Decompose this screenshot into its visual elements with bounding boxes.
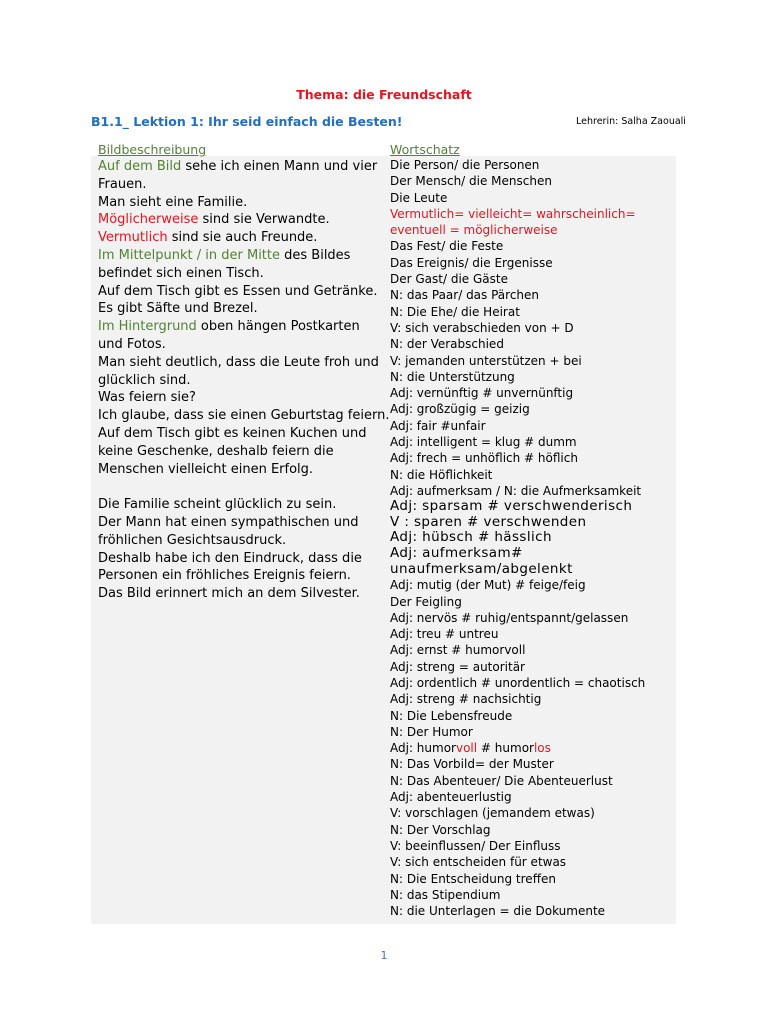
vocabulary-item [390, 626, 675, 642]
text-span: V: jemanden unterstützen + bei [390, 353, 582, 368]
text-span: V: beeinflussen/ Der Einfluss [390, 838, 561, 853]
text-span: N: das Stipendium [390, 887, 501, 902]
vocabulary-item [390, 610, 675, 626]
text-span: Adj: hübsch # hässlich [390, 529, 552, 546]
description-line [98, 265, 383, 283]
vocabulary-item [390, 530, 675, 546]
description-line [98, 229, 383, 247]
vocabulary-item [390, 369, 675, 385]
vocabulary-item [390, 903, 675, 919]
text-span: Adj: treu # untreu [390, 627, 499, 642]
text-span: V: sich verabschieden von + D [390, 320, 574, 335]
vocabulary-item [390, 789, 675, 805]
vocabulary-item [390, 854, 675, 870]
vocabulary-item [390, 594, 675, 610]
text-span: fröhlichen Gesichtsausdruck. [98, 532, 287, 548]
description-line [98, 336, 383, 354]
vocabulary-item [390, 271, 675, 287]
text-span: los [533, 741, 551, 756]
text-span: Deshalb habe ich den Eindruck, dass die [98, 550, 362, 566]
text-span: Menschen vielleicht einen Erfolg. [98, 461, 314, 477]
text-span: Adj: streng = autoritär [390, 659, 525, 674]
vocabulary-item [390, 515, 675, 531]
vocabulary-item [390, 577, 675, 593]
text-span: Auf dem Tisch gibt es keinen Kuchen und [98, 425, 367, 441]
text-span: und Fotos. [98, 336, 166, 352]
vocabulary-item [390, 871, 675, 887]
vocabulary-item [390, 773, 675, 789]
description-line [98, 389, 383, 407]
text-span: Die Person/ die Personen [390, 158, 540, 172]
text-span: N: der Verabschied [390, 337, 504, 352]
text-span: Die Leute [390, 190, 448, 205]
text-span: N: Die Lebensfreude [390, 708, 513, 723]
text-span: Adj: aufmerksam / N: die Aufmerksamkeit [390, 483, 642, 498]
text-span: N: Der Humor [390, 724, 473, 739]
text-span: befindet sich einen Tisch. [98, 265, 264, 281]
text-span: Die Familie scheint glücklich zu sein. [98, 497, 337, 513]
lesson-subtitle: B1.1_ Lektion 1: Ihr seid einfach die Besten! [91, 114, 403, 129]
description-line [98, 496, 383, 514]
text-span: N: Die Ehe/ die Heirat [390, 304, 520, 319]
text-span: Das Bild erinnert mich an dem Silvester. [98, 586, 360, 602]
text-span: Adj: ernst # humorvoll [390, 643, 526, 658]
text-span: Adj: vernünftig # unvernünftig [390, 386, 574, 401]
description-line [98, 567, 383, 585]
text-span: Adj: aufmerksam# [390, 545, 523, 562]
description-line [98, 585, 383, 603]
text-span: Der Feigling [390, 594, 462, 609]
vocabulary-item [390, 708, 675, 724]
text-span: N: die Unterlagen = die Dokumente [390, 904, 606, 919]
text-span: Auf dem Tisch gibt es Essen und Getränke. [98, 283, 378, 299]
vocabulary-item [390, 724, 675, 740]
text-span: N: Die Entscheidung treffen [390, 871, 556, 886]
description-line [98, 372, 383, 390]
description-line [98, 354, 383, 372]
vocabulary-item [390, 499, 675, 515]
text-span: Adj: streng # nachsichtig [390, 692, 542, 707]
description-line [98, 318, 383, 336]
vocabulary-item [390, 385, 675, 401]
description-line [98, 461, 383, 479]
vocabulary-item [390, 287, 675, 303]
text-span: unaufmerksam/abgelenkt [390, 560, 573, 577]
text-span: N: Das Abenteuer/ Die Abenteuerlust [390, 773, 613, 788]
vocabulary-item [390, 173, 675, 189]
vocabulary-item [390, 691, 675, 707]
vocabulary-item [390, 320, 675, 336]
vocabulary-item [390, 190, 675, 206]
text-span: N: Der Vorschlag [390, 822, 491, 837]
text-span: Der Mensch/ die Menschen [390, 174, 552, 189]
text-span: Vermutlich= vielleicht= wahrscheinlich= [390, 206, 636, 221]
page-number: 1 [380, 949, 388, 962]
vocabulary-item [390, 822, 675, 838]
text-span: des Bildes [280, 247, 351, 263]
vocabulary-column [390, 157, 675, 919]
text-span: N: das Paar/ das Pärchen [390, 288, 540, 303]
text-span: Es gibt Säfte und Brezel. [98, 301, 258, 317]
text-span: Man sieht eine Familie. [98, 194, 248, 210]
text-span: N: Das Vorbild= der Muster [390, 757, 554, 772]
description-line [98, 247, 383, 265]
vocabulary-item [390, 434, 675, 450]
text-span: Adj: abenteuerlustig [390, 790, 512, 805]
vocabulary-item [390, 642, 675, 658]
text-span: Auf dem Bild [98, 159, 182, 174]
text-span: eventuell = möglicherweise [390, 223, 558, 238]
description-line [98, 514, 383, 532]
vocabulary-item [390, 238, 675, 254]
text-span: Adj: ordentlich # unordentlich = chaotisch [390, 675, 646, 690]
text-span: # humor [477, 741, 534, 756]
description-line [98, 283, 383, 301]
text-span: Im Hintergrund [98, 319, 197, 335]
vocabulary-item [390, 222, 675, 238]
text-span: Was feiern sie? [98, 390, 196, 406]
description-line [98, 407, 390, 425]
description-line [98, 550, 383, 568]
vocabulary-item [390, 740, 675, 756]
description-line [98, 425, 383, 443]
description-line [98, 176, 383, 194]
vocabulary-item [390, 675, 675, 691]
vocabulary-item [390, 304, 675, 320]
text-span: Adj: nervös # ruhig/entspannt/gelassen [390, 610, 629, 625]
left-column-heading: Bildbeschreibung [98, 142, 207, 157]
text-span: glücklich sind. [98, 372, 191, 388]
text-span: V : sparen # verschwenden [390, 513, 587, 530]
text-span: Adj: intelligent = klug # dumm [390, 435, 577, 450]
text-span: oben hängen Postkarten [196, 319, 360, 335]
document-title: Thema: die Freundschaft [296, 87, 472, 102]
text-span: sind sie Verwandte. [198, 212, 330, 228]
vocabulary-item [390, 887, 675, 903]
blank-line [98, 478, 383, 496]
text-span: Der Gast/ die Gäste [390, 272, 508, 287]
vocabulary-item [390, 353, 675, 369]
vocabulary-item [390, 450, 675, 466]
teacher-name: Lehrerin: Salha Zaouali [576, 116, 686, 127]
text-span: Adj: mutig (der Mut) # feige/feig [390, 578, 586, 593]
text-span: sind sie auch Freunde. [167, 230, 318, 246]
text-span: Das Fest/ die Feste [390, 239, 504, 254]
text-span: V: sich entscheiden für etwas [390, 855, 567, 870]
description-line [98, 194, 383, 212]
text-span: Adj: humor [390, 741, 456, 756]
vocabulary-item [390, 255, 675, 271]
vocabulary-item [390, 336, 675, 352]
picture-description-column [98, 158, 390, 603]
vocabulary-item [390, 838, 675, 854]
vocabulary-item [390, 483, 675, 499]
description-line [98, 158, 383, 176]
text-span: Adj: fair #unfair [390, 418, 486, 433]
vocabulary-item [390, 206, 675, 222]
text-span: keine Geschenke, deshalb feiern die [98, 443, 334, 459]
text-span: Frauen. [98, 176, 147, 192]
text-span: Ich glaube, dass sie einen Geburtstag feiern. [98, 408, 390, 424]
text-span: Adj: sparsam # verschwenderisch [390, 498, 633, 515]
vocabulary-item [390, 659, 675, 675]
vocabulary-item [390, 157, 675, 173]
text-span: N: die Höflichkeit [390, 467, 493, 482]
text-span: sehe ich einen Mann und vier [181, 159, 378, 174]
description-line [98, 300, 383, 318]
text-span: N: die Unterstützung [390, 369, 515, 384]
vocabulary-item [390, 401, 675, 417]
text-span: V: vorschlagen (jemandem etwas) [390, 806, 595, 821]
vocabulary-item [390, 562, 675, 578]
text-span: Personen ein fröhliches Ereignis feiern. [98, 568, 351, 584]
vocabulary-item [390, 546, 675, 562]
vocabulary-item [390, 756, 675, 772]
text-span: Adj: großzügig = geizig [390, 402, 530, 417]
vocabulary-item [390, 805, 675, 821]
text-span: Der Mann hat einen sympathischen und [98, 514, 359, 530]
vocabulary-item [390, 467, 675, 483]
right-column-heading: Wortschatz [390, 142, 460, 157]
text-span: Das Ereignis/ die Ergenisse [390, 255, 553, 270]
text-span: Man sieht deutlich, dass die Leute froh und [98, 354, 379, 370]
description-line [98, 211, 383, 229]
vocabulary-item [390, 418, 675, 434]
text-span: voll [455, 741, 478, 756]
description-line [98, 443, 383, 461]
text-span: Adj: frech = unhöflich # höflich [390, 451, 578, 466]
description-line [98, 532, 383, 550]
text-span: Im Mittelpunkt / in der Mitte [98, 247, 280, 263]
text-span: Möglicherweise [98, 212, 199, 228]
text-span: Vermutlich [98, 230, 168, 246]
